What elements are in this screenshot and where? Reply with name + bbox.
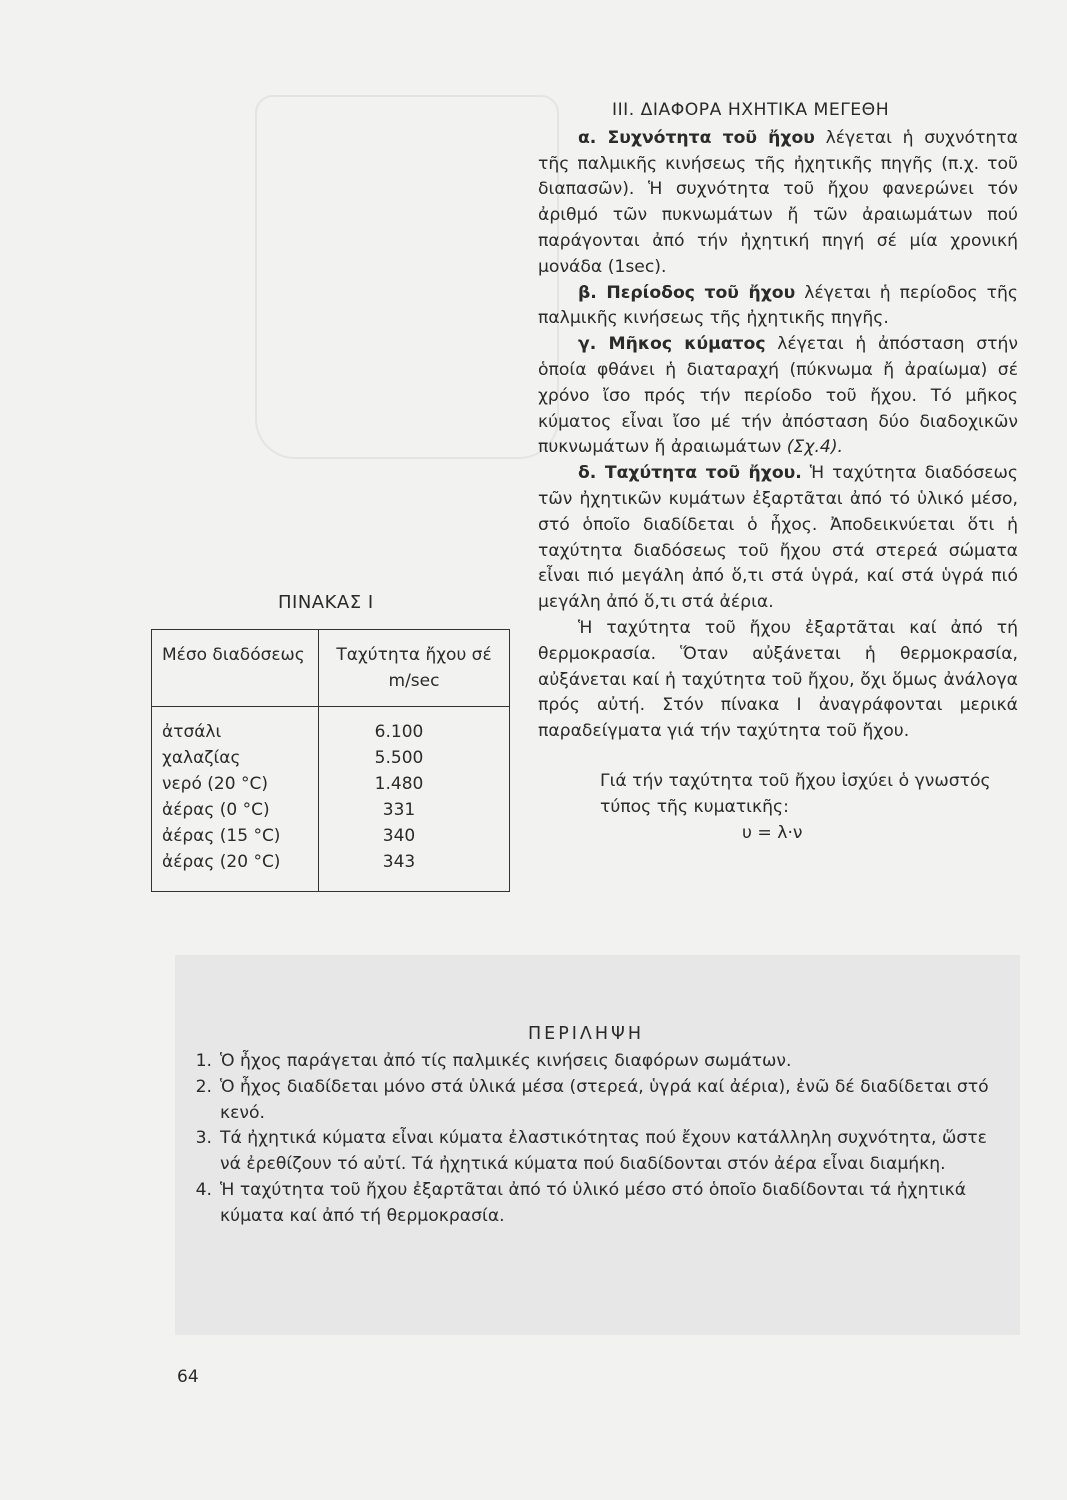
- speed-cell: 343: [319, 849, 510, 892]
- wavelength-term: γ. Μῆκος κύματος: [578, 334, 766, 355]
- table-row: [152, 849, 510, 892]
- item-number: 1.: [195, 1051, 212, 1071]
- medium-cell: ἀέρας (15 °C): [152, 823, 319, 849]
- header-medium: Μέσο διαδόσεως: [152, 630, 319, 707]
- table-header-row: [152, 630, 510, 707]
- frequency-term: α. Συχνότητα τοῦ ἤχου: [578, 127, 815, 148]
- item-text: Τά ἠχητικά κύματα εἶναι κύματα ἐλαστικότητας πού ἔχουν κατάλληλη συχνότητα, ὥστε νά ἐρεθίζουν τό αὐτί. Τά ἠχητικά κύματα πού διαδίδονται στόν ἀέρα εἶναι διαμήκη.: [220, 1128, 987, 1175]
- formula-intro: Γιά τήν ταχύτητα τοῦ ἤχου ἰσχύει ὁ γνωστός τύπος τῆς κυματικῆς:: [600, 770, 991, 817]
- summary-title: ΠΕΡΙΛΗΨΗ: [528, 1024, 644, 1044]
- table-row: [152, 771, 510, 797]
- frequency-text: λέγεται ἡ συχνότητα τῆς παλμικῆς κινήσεως τῆς ἠχητικῆς πηγῆς (π.χ. τοῦ διαπασῶν). Ἡ συχνότητα τοῦ ἤχου φανερώνει τόν ἀριθμό τῶν πυκνωμάτων ἤ τῶν ἀραιωμάτων πού παράγονται ἀπό τήν ἠχητική πηγή σέ μία χρονική μονάδα (1sec).: [538, 127, 1018, 277]
- medium-cell: χαλαζίας: [152, 745, 319, 771]
- item-text: Ὁ ἦχος διαδίδεται μόνο στά ὑλικά μέσα (στερεά, ὑγρά καί ἀέρια), ἐνῶ δέ διαδίδεται στό κενό.: [220, 1076, 989, 1123]
- header-speed: Ταχύτητα ἤχου σέ m/sec: [319, 630, 510, 707]
- item-text: Ἡ ταχύτητα τοῦ ἤχου ἐξαρτᾶται ἀπό τό ὑλικό μέσο στό ὁποῖο διαδίδονται τά ἠχητικά κύματα καί ἀπό τή θερμοκρασία.: [220, 1179, 967, 1226]
- speed-cell: 340: [319, 823, 510, 849]
- item-text: Ὁ ἦχος παράγεται ἀπό τίς παλμικές κινήσεις διαφόρων σωμάτων.: [220, 1051, 792, 1071]
- speed-term: δ. Ταχύτητα τοῦ ἤχου.: [578, 463, 802, 484]
- period-term: β. Περίοδος τοῦ ἤχου: [578, 282, 796, 303]
- medium-cell: ἀέρας (0 °C): [152, 797, 319, 823]
- wavelength-paragraph: [538, 332, 1018, 461]
- medium-cell: ἀέρας (20 °C): [152, 849, 319, 892]
- summary-list: [182, 1049, 1004, 1230]
- frequency-paragraph: [538, 126, 1018, 281]
- figure-reference: (Σχ.4).: [786, 437, 844, 458]
- speed-of-sound-table: [151, 629, 510, 892]
- speed-cell: 5.500: [319, 745, 510, 771]
- table-row: [152, 707, 510, 746]
- main-text-column: [538, 98, 1018, 846]
- list-item: [182, 1075, 1004, 1127]
- wavelength-text: λέγεται ἡ ἀπόσταση στήν ὁποία φθάνει ἡ διαταραχή (πύκνωμα ἤ ἀραίωμα) σέ χρόνο ἴσο πρός τήν περίοδο τοῦ ἤχου. Τό μῆκος κύματος εἶναι ἴσο μέ τήν ἀπόσταση δύο διαδοχικῶν πυκνωμάτων ἤ ἀραιωμάτων: [538, 334, 1018, 458]
- page-number: 64: [177, 1367, 199, 1387]
- period-paragraph: [538, 281, 1018, 333]
- list-item: [182, 1049, 1004, 1075]
- table-title: ΠΙΝΑΚΑΣ Ι: [278, 592, 374, 613]
- speed-cell: 6.100: [319, 707, 510, 746]
- wave-formula: υ = λ·ν: [742, 822, 803, 843]
- item-number: 2.: [195, 1076, 212, 1097]
- list-item: [182, 1178, 1004, 1230]
- list-item: [182, 1126, 1004, 1178]
- medium-cell: νερό (20 °C): [152, 771, 319, 797]
- item-number: 4.: [195, 1179, 212, 1200]
- item-number: 3.: [195, 1128, 212, 1149]
- speed-paragraph: [538, 461, 1018, 616]
- medium-cell: ἀτσάλι: [152, 707, 319, 746]
- table-row: [152, 745, 510, 771]
- period-text: λέγεται ἡ περίοδος τῆς παλμικῆς κινήσεως τῆς ἠχητικῆς πηγῆς.: [538, 282, 1018, 329]
- section-heading: III. ΔΙΑΦΟΡΑ ΗΧΗΤΙΚΑ ΜΕΓΕΘΗ: [612, 100, 890, 120]
- speed-text: Ἡ ταχύτητα διαδόσεως τῶν ἠχητικῶν κυμάτων ἐξαρτᾶται ἀπό τό ὑλικό μέσο, στό ὁποῖο διαδίδεται ὁ ἦχος. Ἀποδεικνύεται ὅτι ἡ ταχύτητα διαδόσεως τοῦ ἤχου στά στερεά σώματα εἶναι πιό μεγάλη ἀπό ὅ,τι στά ὑγρά, καί στά ὑγρά πιό μεγάλη ἀπό ὅ,τι στά ἀέρια.: [538, 463, 1018, 613]
- temperature-paragraph: Ἡ ταχύτητα τοῦ ἤχου ἐξαρτᾶται καί ἀπό τή θερμοκρασία. Ὅταν αὐξάνεται ἡ θερμοκρασία, αὐξάνεται καί ἡ ταχύτητα τοῦ ἤχου, ὄχι ὅμως ἀνάλογα πρός αὐτή. Στόν πίνακα Ι ἀναγράφονται μερικά παραδείγματα γιά τήν ταχύτητα τοῦ ἤχου.: [538, 617, 1018, 742]
- bleed-through-figure: [255, 95, 559, 459]
- table-row: [152, 797, 510, 823]
- speed-cell: 331: [319, 797, 510, 823]
- table-row: [152, 823, 510, 849]
- speed-cell: 1.480: [319, 771, 510, 797]
